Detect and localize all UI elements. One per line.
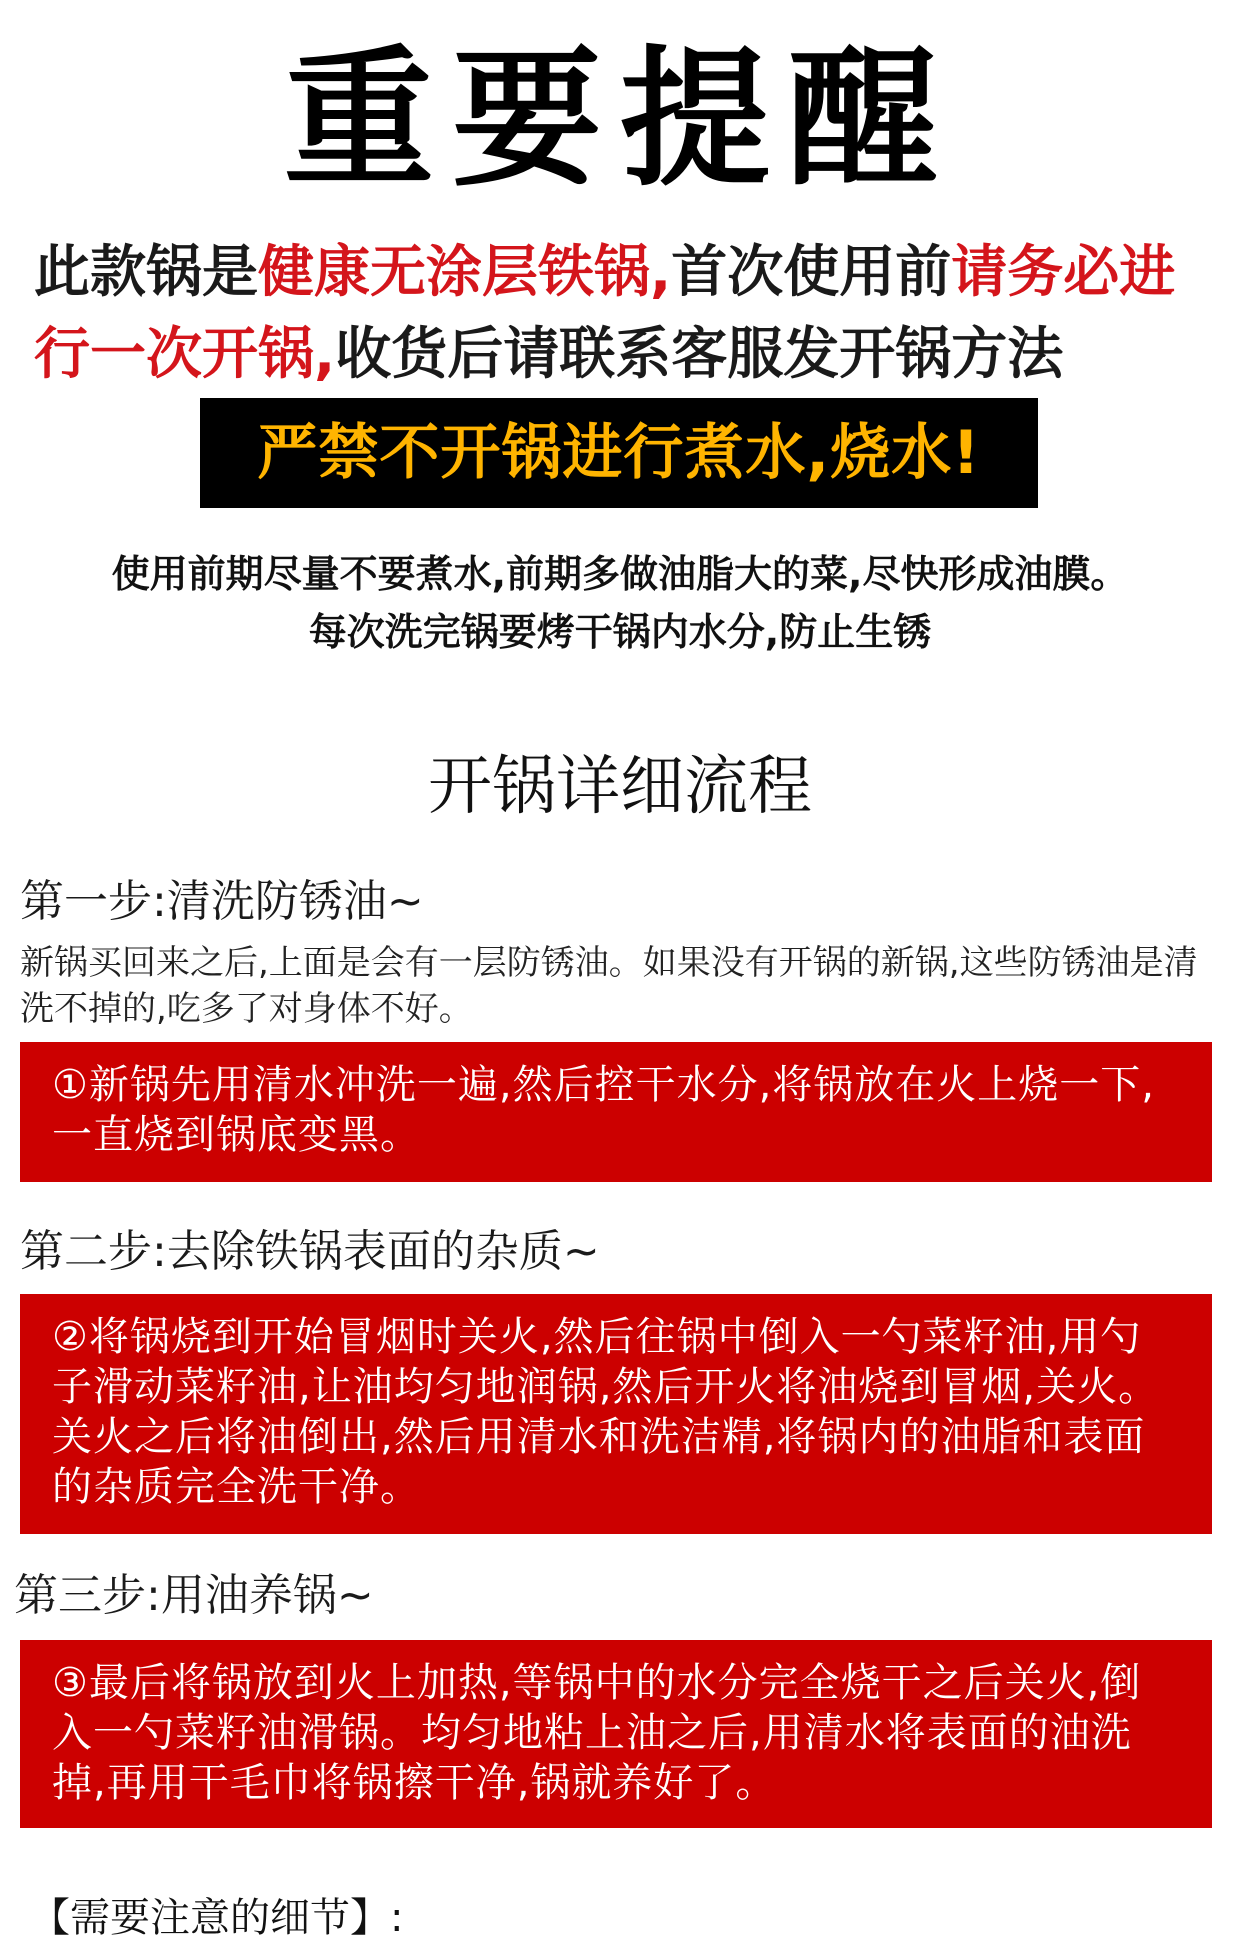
intro-text-2: 首次使用前 [671,240,952,305]
step-1-box: ①新锅先用清水冲洗一遍,然后控干水分,将锅放在火上烧一下,一直烧到锅底变黑。 [20,1042,1212,1182]
tip-line-2: 每次洗完锅要烤干锅内水分,防止生锈 [308,610,932,654]
intro-highlight-2: 请务必进行一次开锅, [34,240,1176,387]
tip-line-1: 使用前期尽量不要煮水,前期多做油脂大的菜,尽快形成油膜。 [111,552,1129,596]
footer-note: 【需要注意的细节】: [30,1895,404,1941]
intro-paragraph [34,232,1214,396]
page-title: 重要提醒 [283,33,956,207]
step-1-description: 新锅买回来之后,上面是会有一层防锈油。如果没有开锅的新锅,这些防锈油是清洗不掉的,吃多了对身体不好。 [20,943,1198,1029]
intro-highlight-1: 健康无涂层铁锅, [258,240,672,305]
intro-text-3: 收货后请联系客服发开锅方法 [335,322,1064,387]
step-2-heading: 第二步:去除铁锅表面的杂质~ [20,1226,600,1277]
step-1-heading: 第一步:清洗防锈油~ [20,876,424,927]
step-3-heading: 第三步:用油养锅~ [14,1570,374,1621]
usage-tips [0,545,1240,661]
intro-text-1: 此款锅是 [34,240,258,305]
step-3-box: ③最后将锅放到火上加热,等锅中的水分完全烧干之后关火,倒入一勺菜籽油滑锅。均匀地粘上油之后,用清水将表面的油洗掉,再用干毛巾将锅擦干净,锅就养好了。 [20,1640,1212,1828]
step-2-box: ②将锅烧到开始冒烟时关火,然后往锅中倒入一勺菜籽油,用勺子滑动菜籽油,让油均匀地润锅,然后开火将油烧到冒烟,关火。关火之后将油倒出,然后用清水和洗洁精,将锅内的油脂和表面的杂质完全洗干净。 [20,1294,1212,1534]
section-title: 开锅详细流程 [428,750,812,824]
warning-banner: 严禁不开锅进行煮水,烧水! [200,398,1038,508]
